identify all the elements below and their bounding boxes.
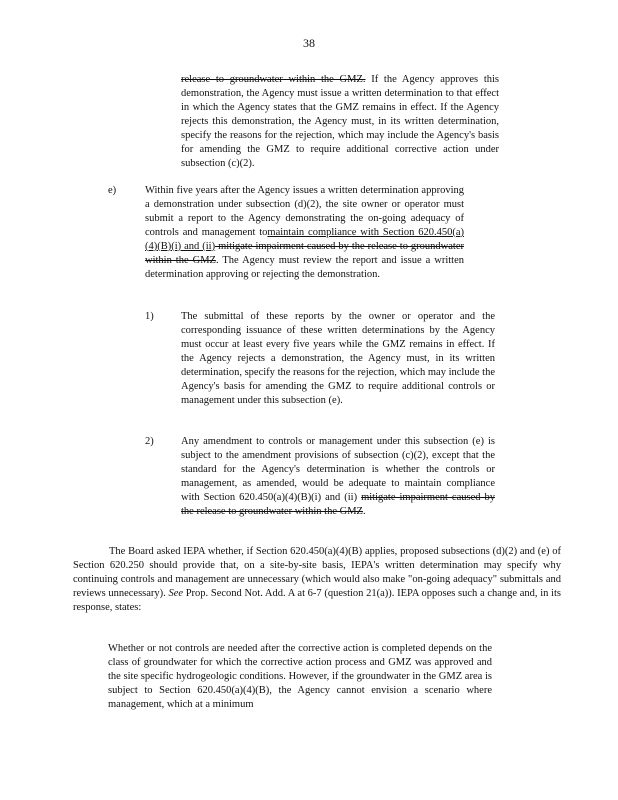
paragraph-text: The Board asked IEPA whether, if Section 620.450(a)(4)(B) applies, proposed subsections (d)(2) and (e) of Section 620.250 should provide that, on a site-by-site basis, IEPA's written determination may specify why continuing controls and management are unnecessary (which would also make "on-going adequacy" submittals and reviews unnecessary).: [73, 546, 561, 599]
paragraph-text: Any amendment to controls or management under this subsection (e) is subject to the amendment provisions of subsection (c)(2), except that the standard for the Agency's determination is whether the controls or management, as amended, would be adequate to maintain compliance with Section 620.450(a)(4)(B)(i) and (ii): [181, 436, 495, 503]
block-quote: Whether or not controls are needed after the corrective action is completed depends on the class of groundwater for which the corrective action process and GMZ was approved and the site specific hydrogeologic conditions. However, if the groundwater in the GMZ area is subject to Section 620.450(a)(4)(B), the Agency cannot envision a scenario where management, which at a minimum: [108, 643, 492, 710]
deleted-text: mitigate impairment caused by the release to groundwater within the GMZ: [145, 240, 464, 266]
board-paragraph: [73, 545, 561, 615]
see-signal: See: [168, 587, 184, 599]
deleted-text: release to groundwater within the GMZ.: [181, 74, 366, 85]
paragraph-text: .: [362, 505, 366, 517]
deleted-text: mitigate impairment caused by the release to groundwater within the GMZ: [181, 491, 495, 517]
item-1-label: 1): [145, 311, 154, 322]
paragraph-text: . The Agency must review the report and issue a written determination approving or rejecting the demonstration.: [145, 254, 464, 280]
paragraph-text: Prop. Second Not. Add. A at 6-7 (question 21(a)). IEPA opposes such a change and, in its response, states:: [73, 587, 561, 613]
item-1-text: The submittal of these reports by the owner or operator and the corresponding issuance of these written determinations by the Agency must occur at least every five years while the GMZ remains in effect. If the Agency rejects a demonstration, the Agency must, in its written determination, specify the reasons for the rejection, which may include the Agency's basis for amending the GMZ to require additional controls or management under this subsection (e).: [181, 311, 495, 406]
item-e-text: [145, 184, 464, 282]
paragraph-text: Within five years after the Agency issues a written determination approving a demonstration under subsection (d)(2), the site owner or operator must submit a report to the Agency demonstrating the on-going adequacy of controls and management to: [145, 185, 464, 238]
paragraph-text: If the Agency approves this demonstration, the Agency must issue a written determination to that effect in which the Agency states that the GMZ remains in effect. If the Agency rejects this demonstration, the Agency must, in its written determination, specify the reasons for the rejection, which may include the Agency's basis for amending the GMZ to require additional corrective action under subsection (c)(2).: [181, 74, 499, 169]
item-2-text: [181, 435, 495, 519]
page-number: 38: [303, 36, 315, 50]
item-e-label: e): [108, 185, 117, 196]
item-2-label: 2): [145, 436, 154, 447]
continued-paragraph: [181, 73, 499, 171]
inserted-text: maintain compliance with Section 620.450(a)(4)(B)(i) and (ii): [145, 226, 464, 252]
